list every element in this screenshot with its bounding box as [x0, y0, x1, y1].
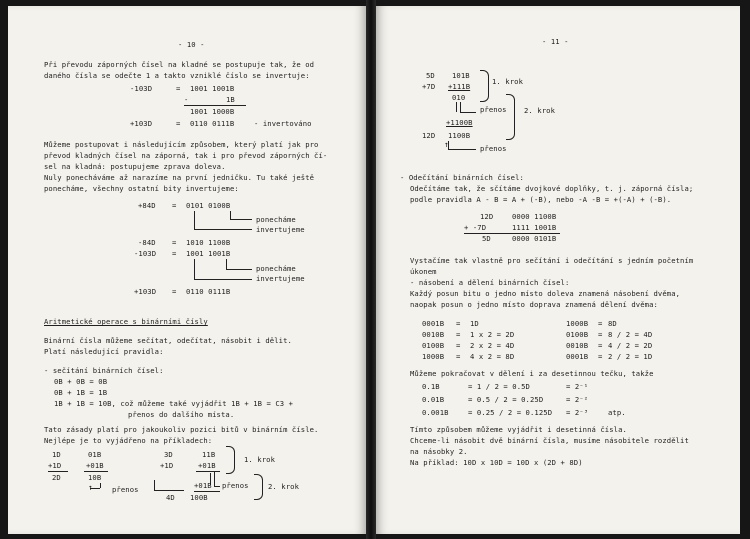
sum-line	[184, 105, 246, 106]
section-heading: Aritmetické operace s binárními čísly	[44, 317, 208, 326]
rule-line: 0B + 0B = 0B	[54, 377, 108, 386]
table-cell: 0100B	[566, 330, 589, 339]
paragraph-line: Každý posun bitu o jedno místo doleva znamená násobení dvěma,	[410, 289, 681, 298]
result: 0000 0101B	[512, 234, 557, 243]
table-cell: 0010B	[422, 330, 445, 339]
left-page	[8, 6, 366, 534]
carry-line	[460, 102, 461, 112]
value-binary: 1001 1000B	[190, 107, 235, 116]
operand: 01B	[88, 450, 102, 459]
bracket-line	[226, 259, 227, 269]
table-cell: 4 x 2 = 8D	[470, 352, 515, 361]
table-cell: 0100B	[422, 341, 445, 350]
operand: 3D	[164, 450, 173, 459]
operand: +1D	[160, 461, 174, 470]
table-cell: =	[598, 352, 603, 361]
value-decimal: -84D	[138, 238, 156, 247]
table-cell: 1 x 2 = 2D	[470, 330, 515, 339]
paragraph-line: úkonem	[410, 267, 437, 276]
operand: +7D	[422, 82, 436, 91]
value-binary: 1001 1001B	[186, 249, 231, 258]
carry-line	[100, 483, 101, 488]
carry-label: přenos	[222, 481, 249, 490]
fraction-cell: 0.1B	[422, 382, 440, 391]
table-cell: =	[598, 319, 603, 328]
fraction-cell: = 0.5 / 2 = 0.25D	[468, 395, 544, 404]
carry-line	[154, 490, 184, 491]
bracket-line	[194, 279, 252, 280]
bracket-line	[226, 269, 252, 270]
annotation: invertujeme	[256, 274, 305, 283]
paragraph-line: daného čísla se odečte 1 a takto vzniklé číslo se invertuje:	[44, 71, 310, 80]
table-cell: 2 x 2 = 4D	[470, 341, 515, 350]
page-number: - 10 -	[178, 40, 205, 49]
operand: +01B	[86, 461, 104, 470]
fraction-cell: atp.	[608, 408, 626, 417]
equals-sign: =	[172, 249, 177, 258]
page-number: - 11 -	[542, 37, 569, 46]
carry-arrow-icon: ↑	[444, 140, 449, 149]
step-label: 1. krok	[244, 455, 275, 464]
minus-sign: -	[184, 95, 189, 104]
table-cell: 8D	[608, 319, 617, 328]
value-binary: 0110 0111B	[190, 119, 235, 128]
carry-line	[214, 472, 215, 486]
paragraph-line: Při převodu záporných čísel na kladné se postupuje tak, že od	[44, 60, 315, 69]
fraction-cell: = 2⁻³	[566, 408, 589, 417]
operand: 11B	[202, 450, 216, 459]
table-cell: 4 / 2 = 2D	[608, 341, 653, 350]
result: 12D	[422, 131, 436, 140]
sum-line	[48, 471, 68, 472]
table-cell: =	[598, 341, 603, 350]
fraction-cell: = 0.25 / 2 = 0.125D	[468, 408, 553, 417]
value-decimal: +103D	[134, 287, 157, 296]
paragraph-line: naopak posun o jedno místo doprava znamená dělení dvěma:	[410, 300, 658, 309]
table-cell: 0010B	[566, 341, 589, 350]
paragraph-line: Nuly ponecháváme až narazíme na první jedničku. Tu také ještě	[44, 173, 315, 182]
value-binary: 0110 0111B	[186, 287, 231, 296]
fraction-cell: = 2⁻¹	[566, 382, 589, 391]
table-cell: 0001B	[422, 319, 445, 328]
fraction-cell: = 1 / 2 = 0.5D	[468, 382, 530, 391]
carry-label: přenos	[112, 485, 139, 494]
table-cell: 2 / 2 = 1D	[608, 352, 653, 361]
paragraph-line: Na příklad: 10D x 10D = 10D x (2D + 8D)	[410, 458, 583, 467]
result: 1100B	[448, 131, 471, 140]
paragraph-line: převod kladných čísel na záporná, tak i pro převod záporných čí-	[44, 151, 328, 160]
operand: 1111 1001B	[512, 223, 557, 232]
step-bracket	[226, 446, 235, 474]
annotation: - invertováno	[254, 119, 312, 128]
equals-sign: =	[176, 84, 181, 93]
bracket-line	[230, 211, 231, 219]
rule-line: 1B + 1B = 10B, což můžeme také vyjádřit 1B + 1B = C3 +	[54, 399, 294, 408]
list-title: - sečítání binárních čísel:	[44, 366, 164, 375]
partial-result: 010	[452, 93, 466, 102]
operand: +01B	[198, 461, 216, 470]
value-decimal: -103D	[130, 84, 153, 93]
table-cell: 1D	[470, 319, 479, 328]
carry-arrow-icon: ↑	[88, 483, 93, 492]
table-cell: =	[456, 330, 461, 339]
rule-line: 0B + 1B = 1B	[54, 388, 108, 397]
list-title: - Odečítání binárních čísel:	[400, 173, 524, 182]
bracket-line	[194, 211, 195, 229]
fraction-cell: 0.001B	[422, 408, 449, 417]
value-binary: 1010 1100B	[186, 238, 231, 247]
carry-line	[460, 112, 476, 113]
result: 2D	[52, 473, 61, 482]
table-cell: 0001B	[566, 352, 589, 361]
carry-line	[448, 149, 476, 150]
carry-label: přenos	[480, 144, 507, 153]
result: 4D	[166, 493, 175, 502]
operand: 101B	[452, 71, 470, 80]
carry-line	[456, 102, 457, 112]
table-cell: 1000B	[422, 352, 445, 361]
carry-line	[214, 486, 220, 487]
paragraph-line: Tímto způsobem můžeme vyjádřit i desetinná čísla.	[410, 425, 627, 434]
operand: 12D	[480, 212, 494, 221]
paragraph-line: Vystačíme tak vlastně pro sečítání i odečítání s jedním početním	[410, 256, 694, 265]
step-label: 2. krok	[524, 106, 555, 115]
equals-sign: =	[172, 238, 177, 247]
value-binary: 1001 1001B	[190, 84, 235, 93]
result: 100B	[190, 493, 208, 502]
value-decimal: +84D	[138, 201, 156, 210]
paragraph-line: Nejlépe je to vyjádřeno na příkladech:	[44, 436, 213, 445]
table-cell: =	[456, 319, 461, 328]
equals-sign: =	[172, 201, 177, 210]
paragraph-line: Chceme-li násobit dvě binární čísla, musíme násobitele rozdělit	[410, 436, 689, 445]
table-cell: 1000B	[566, 319, 589, 328]
table-cell: =	[598, 330, 603, 339]
operand: + -7D	[464, 223, 487, 232]
operand: 0000 1100B	[512, 212, 557, 221]
sum-line	[194, 491, 220, 492]
operand: +1D	[48, 461, 62, 470]
bracket-line	[230, 219, 252, 220]
carry-line	[154, 480, 155, 490]
book-spine	[366, 0, 376, 539]
fraction-cell: = 2⁻²	[566, 395, 589, 404]
annotation: ponecháme	[256, 264, 296, 273]
rule-line: přenos do dalšího místa.	[128, 410, 235, 419]
annotation: ponecháme	[256, 215, 296, 224]
table-cell: 8 / 2 = 4D	[608, 330, 653, 339]
sum-line	[196, 471, 220, 472]
paragraph-line: ponecháme, všechny ostatní bity invertujeme:	[44, 184, 239, 193]
paragraph-line: Můžeme postupovat i následujícím způsobem, který platí jak pro	[44, 140, 319, 149]
table-cell: =	[456, 352, 461, 361]
paragraph-line: Odečítáme tak, že sčítáme dvojkové doplňky, t. j. záporná čísla;	[410, 184, 694, 193]
paragraph-line: Binární čísla můžeme sečítat, odečítat, násobit i dělit.	[44, 336, 292, 345]
operand: 1D	[52, 450, 61, 459]
equals-sign: =	[176, 119, 181, 128]
step-label: 1. krok	[492, 77, 523, 86]
operand: +01B	[194, 481, 212, 490]
step-bracket	[480, 70, 489, 102]
right-page	[376, 6, 740, 534]
step-label: 2. krok	[268, 482, 299, 491]
carry-label: přenos	[480, 105, 507, 114]
paragraph-line: podle pravidla A - B = A + (-B), nebo -A -B = +(-A) + (-B).	[410, 195, 672, 204]
bracket-line	[194, 229, 252, 230]
paragraph-line: Můžeme pokračovat v dělení i za desetinnou tečku, takže	[410, 369, 654, 378]
bracket-line	[194, 259, 195, 279]
value-binary: 1B	[226, 95, 235, 104]
step-bracket	[506, 94, 515, 140]
paragraph-line: Tato zásady platí pro jakoukoliv pozici bitů v binárním čísle.	[44, 425, 319, 434]
equals-sign: =	[172, 287, 177, 296]
paragraph-line: na násobky 2.	[410, 447, 468, 456]
paragraph-line: Platí následující pravidla:	[44, 347, 164, 356]
step-bracket	[254, 474, 263, 500]
result: 10B	[88, 473, 102, 482]
operand: +111B	[448, 82, 471, 91]
operand: 5D	[426, 71, 435, 80]
paragraph-line: sel na kladná: postupujeme zprava doleva.	[44, 162, 226, 171]
operand: +1100B	[446, 118, 473, 127]
sum-line	[84, 471, 108, 472]
value-decimal: +103D	[130, 119, 153, 128]
annotation: invertujeme	[256, 225, 305, 234]
value-binary: 0101 0100B	[186, 201, 231, 210]
value-decimal: -103D	[134, 249, 157, 258]
list-title: - násobení a dělení binárních čísel:	[410, 278, 570, 287]
result: 5D	[482, 234, 491, 243]
fraction-cell: 0.01B	[422, 395, 445, 404]
table-cell: =	[456, 341, 461, 350]
